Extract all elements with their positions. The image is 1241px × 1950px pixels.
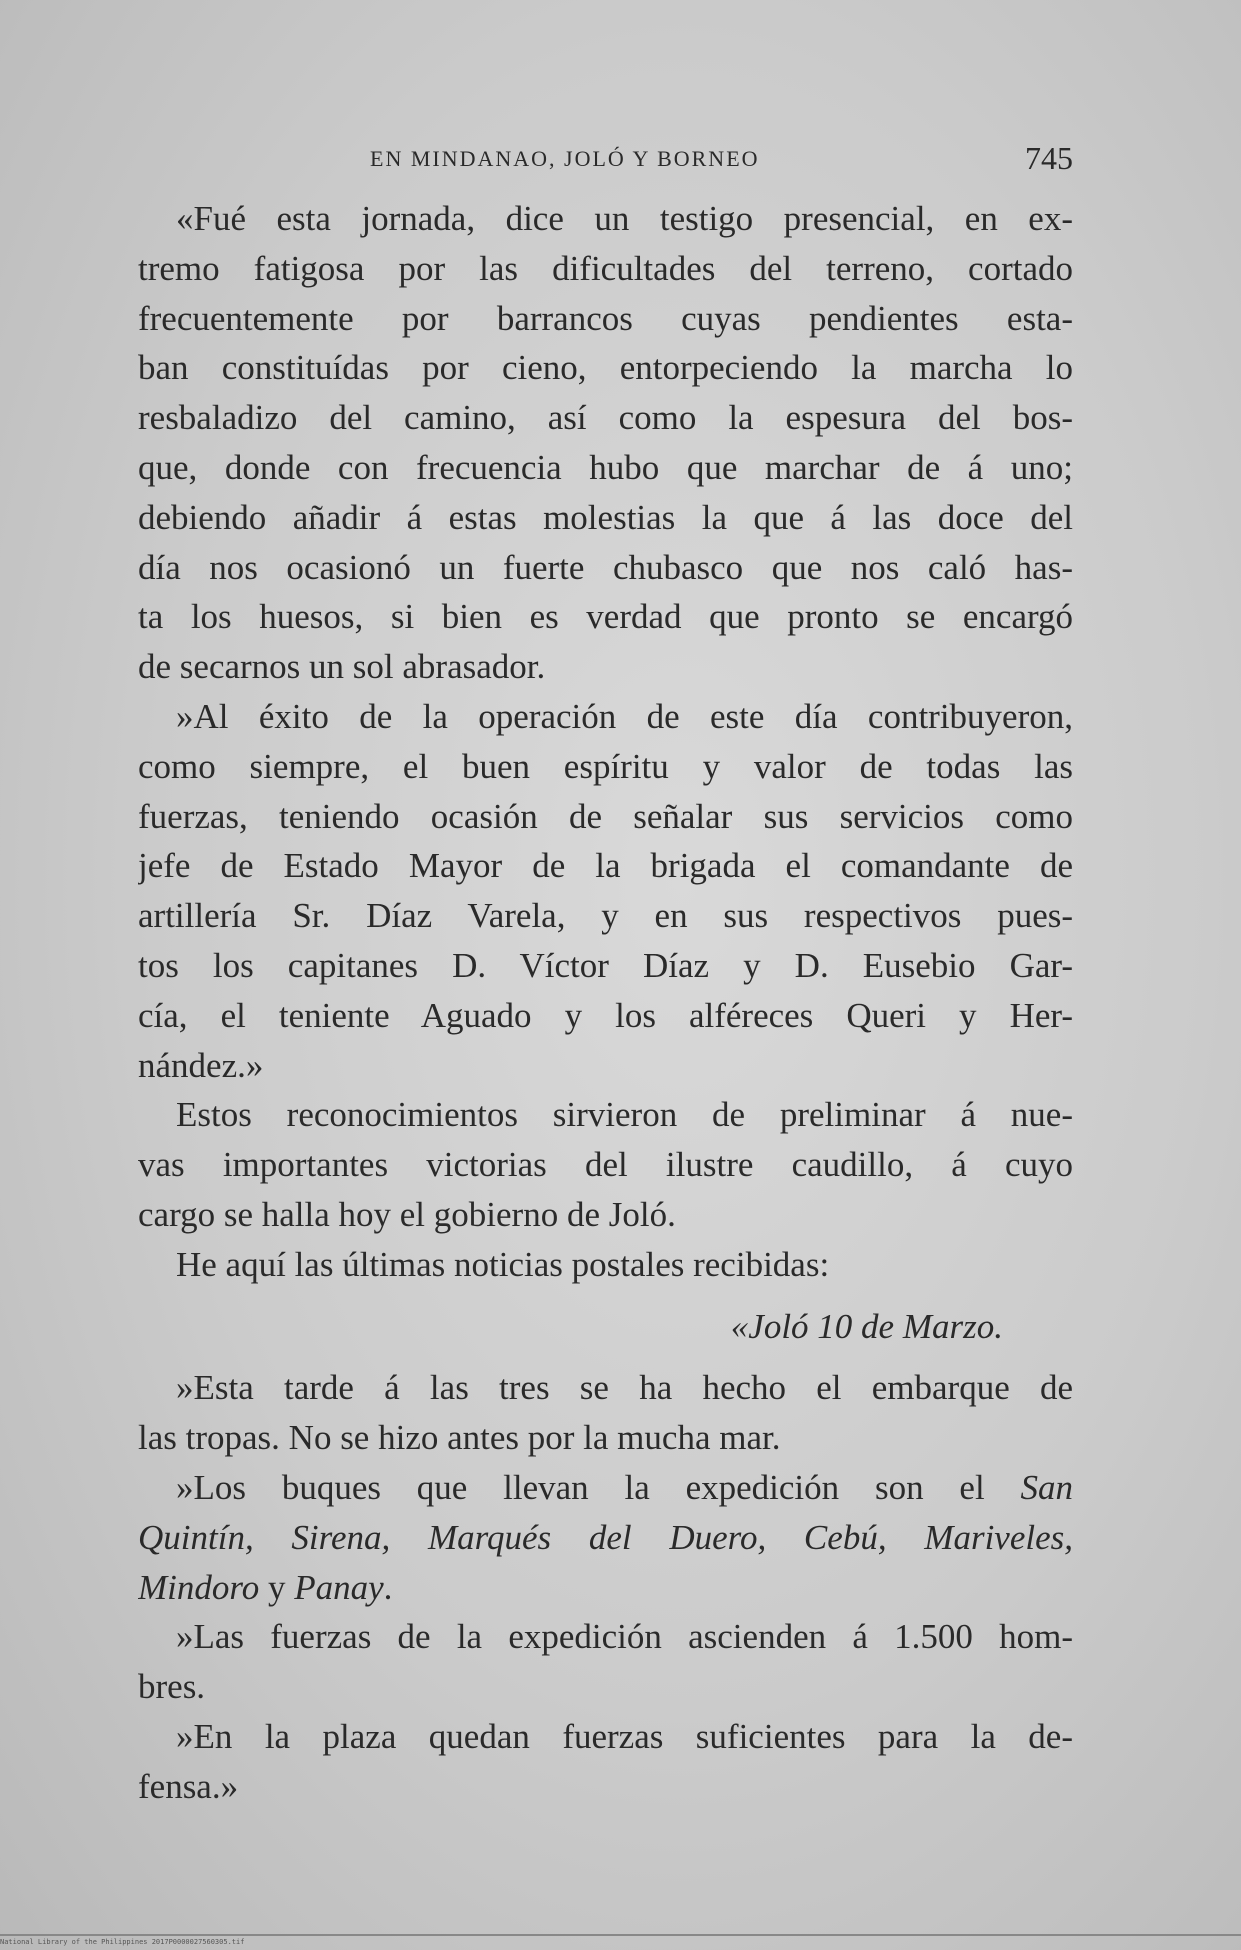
ship-name: Panay xyxy=(294,1567,384,1607)
text-line: de secarnos un sol abrasador. xyxy=(138,647,546,687)
text-line: fensa.» xyxy=(138,1766,239,1806)
text-line: ta los huesos, si bien es verdad que pronto se encargó xyxy=(138,597,1073,637)
text-line: tos los capitanes D. Víctor Díaz y D. Eusebio Gar- xyxy=(138,945,1073,985)
text-line: fuerzas, teniendo ocasión de señalar sus servicios como xyxy=(138,796,1073,836)
text-line: que, donde con frecuencia hubo que marchar de á uno; xyxy=(138,447,1073,487)
text-line: resbaladizo del camino, así como la espesura del bos- xyxy=(138,398,1073,438)
text-line xyxy=(138,1513,1073,1563)
ship-name: San xyxy=(1020,1467,1073,1507)
ship-names: Quintín, Sirena, Marqués del Duero, Cebú, Mariveles, xyxy=(138,1517,1073,1557)
text-line: »Las fuerzas de la expedición ascienden á 1.500 hom- xyxy=(176,1617,1073,1657)
text-line: las tropas. No se hizo antes por la mucha mar. xyxy=(138,1418,781,1458)
text-line: debiendo añadir á estas molestias la que á las doce del xyxy=(138,497,1073,537)
text-line: tremo fatigosa por las dificultades del terreno, cortado xyxy=(138,248,1073,288)
text-line: nández.» xyxy=(138,1045,264,1085)
dateline: «Joló 10 de Marzo. xyxy=(730,1306,1003,1346)
text-run: . xyxy=(383,1567,393,1607)
text-line: día nos ocasionó un fuerte chubasco que nos caló has- xyxy=(138,547,1073,587)
text-line: bres. xyxy=(138,1667,206,1707)
text-line: jefe de Estado Mayor de la brigada el comandante de xyxy=(138,846,1073,886)
text-line: He aquí las últimas noticias postales recibidas: xyxy=(176,1244,830,1284)
ship-name: Mindoro xyxy=(138,1567,260,1607)
text-line: Estos reconocimientos sirvieron de preliminar á nue- xyxy=(176,1095,1073,1135)
text-line: cía, el teniente Aguado y los alféreces Queri y Her- xyxy=(138,995,1073,1035)
footer-rule xyxy=(0,1934,1241,1936)
text-line: como siempre, el buen espíritu y valor de todas las xyxy=(138,746,1073,786)
text-line: cargo se halla hoy el gobierno de Joló. xyxy=(138,1194,676,1234)
text-line: frecuentemente por barrancos cuyas pendientes esta- xyxy=(138,298,1073,338)
text-line: vas importantes victorias del ilustre caudillo, á cuyo xyxy=(138,1145,1073,1185)
text-line: «Fué esta jornada, dice un testigo presencial, en ex- xyxy=(176,199,1073,238)
body-text xyxy=(138,194,1073,1812)
text-line xyxy=(138,1563,1073,1613)
text-line: »Esta tarde á las tres se ha hecho el embarque de xyxy=(176,1368,1073,1408)
running-head: EN MINDANAO, JOLÓ Y BORNEO xyxy=(370,146,760,171)
page-header xyxy=(138,140,1073,186)
page-number: 745 xyxy=(1025,140,1073,176)
text-run: y xyxy=(259,1567,295,1607)
text-line: »Al éxito de la operación de este día contribuyeron, xyxy=(176,696,1073,736)
text-run: »Los buques que llevan la expedición son el xyxy=(176,1467,1021,1507)
text-line: ban constituídas por cieno, entorpeciendo la marcha lo xyxy=(138,348,1073,388)
text-line: artillería Sr. Díaz Varela, y en sus respectivos pues- xyxy=(138,896,1073,936)
scan-footer: National Library of the Philippines 2017P0000027560305.tif xyxy=(0,1938,245,1946)
text-line: »En la plaza quedan fuerzas suficientes para la de- xyxy=(176,1716,1073,1756)
text-line xyxy=(138,1463,1073,1513)
